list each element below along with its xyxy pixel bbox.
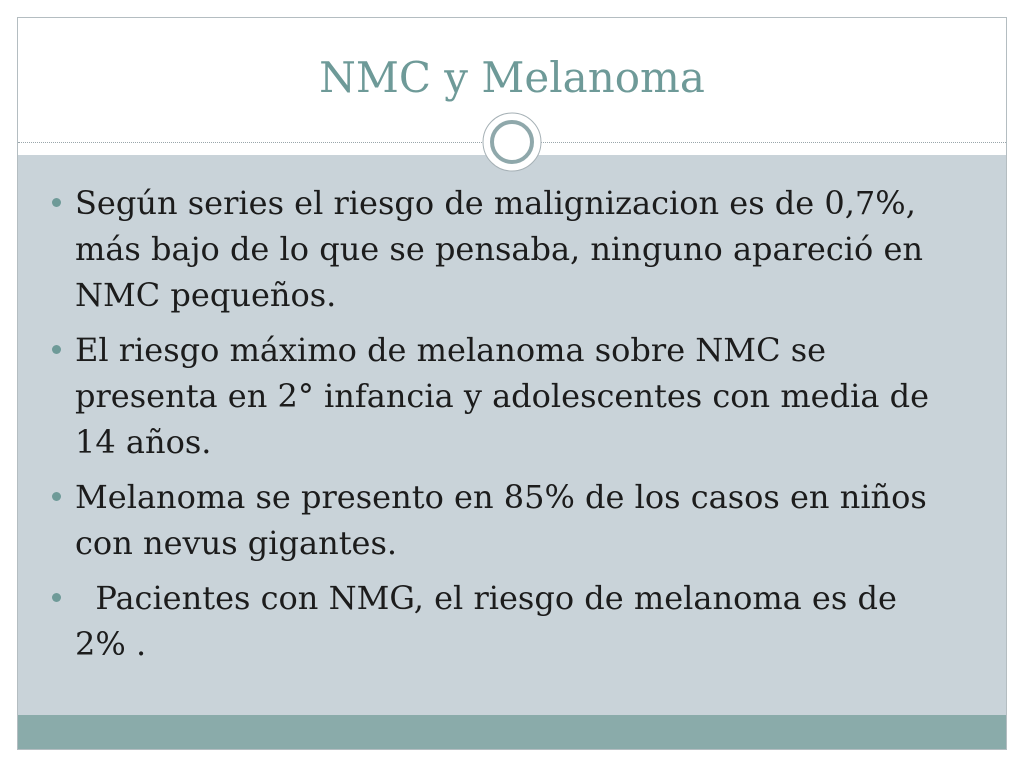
bullet-line: más bajo de lo que se pensaba, ninguno apareció en: [75, 230, 923, 268]
bullet-list: [18, 180, 978, 676]
bullet-item: [18, 180, 978, 318]
bullet-line: El riesgo máximo de melanoma sobre NMC se: [75, 331, 827, 369]
bullet-line: 14 años.: [75, 423, 212, 461]
bullet-line: con nevus gigantes.: [75, 524, 398, 562]
bullet-line: presenta en 2° infancia y adolescentes con media de: [75, 377, 929, 415]
slide: [17, 17, 1007, 750]
bullet-item: [18, 474, 978, 566]
footer-bar: [18, 715, 1006, 749]
bullet-line: 2% .: [75, 625, 147, 663]
bullet-line: Según series el riesgo de malignizacion es de 0,7%,: [75, 184, 916, 222]
bullet-line: NMC pequeños.: [75, 276, 337, 314]
bullet-dot-icon: [52, 345, 61, 354]
bullet-item: [18, 575, 978, 667]
bullet-dot-icon: [52, 492, 61, 501]
bullet-dot-icon: [52, 593, 61, 602]
slide-title: NMC y Melanoma: [319, 53, 705, 102]
bullet-dot-icon: [52, 198, 61, 207]
bullet-line: Pacientes con NMG, el riesgo de melanoma es de: [75, 579, 897, 617]
bullet-item: [18, 327, 978, 465]
bullet-line: Melanoma se presento en 85% de los casos en niños: [75, 478, 927, 516]
circle-ornament-icon: [482, 112, 542, 172]
